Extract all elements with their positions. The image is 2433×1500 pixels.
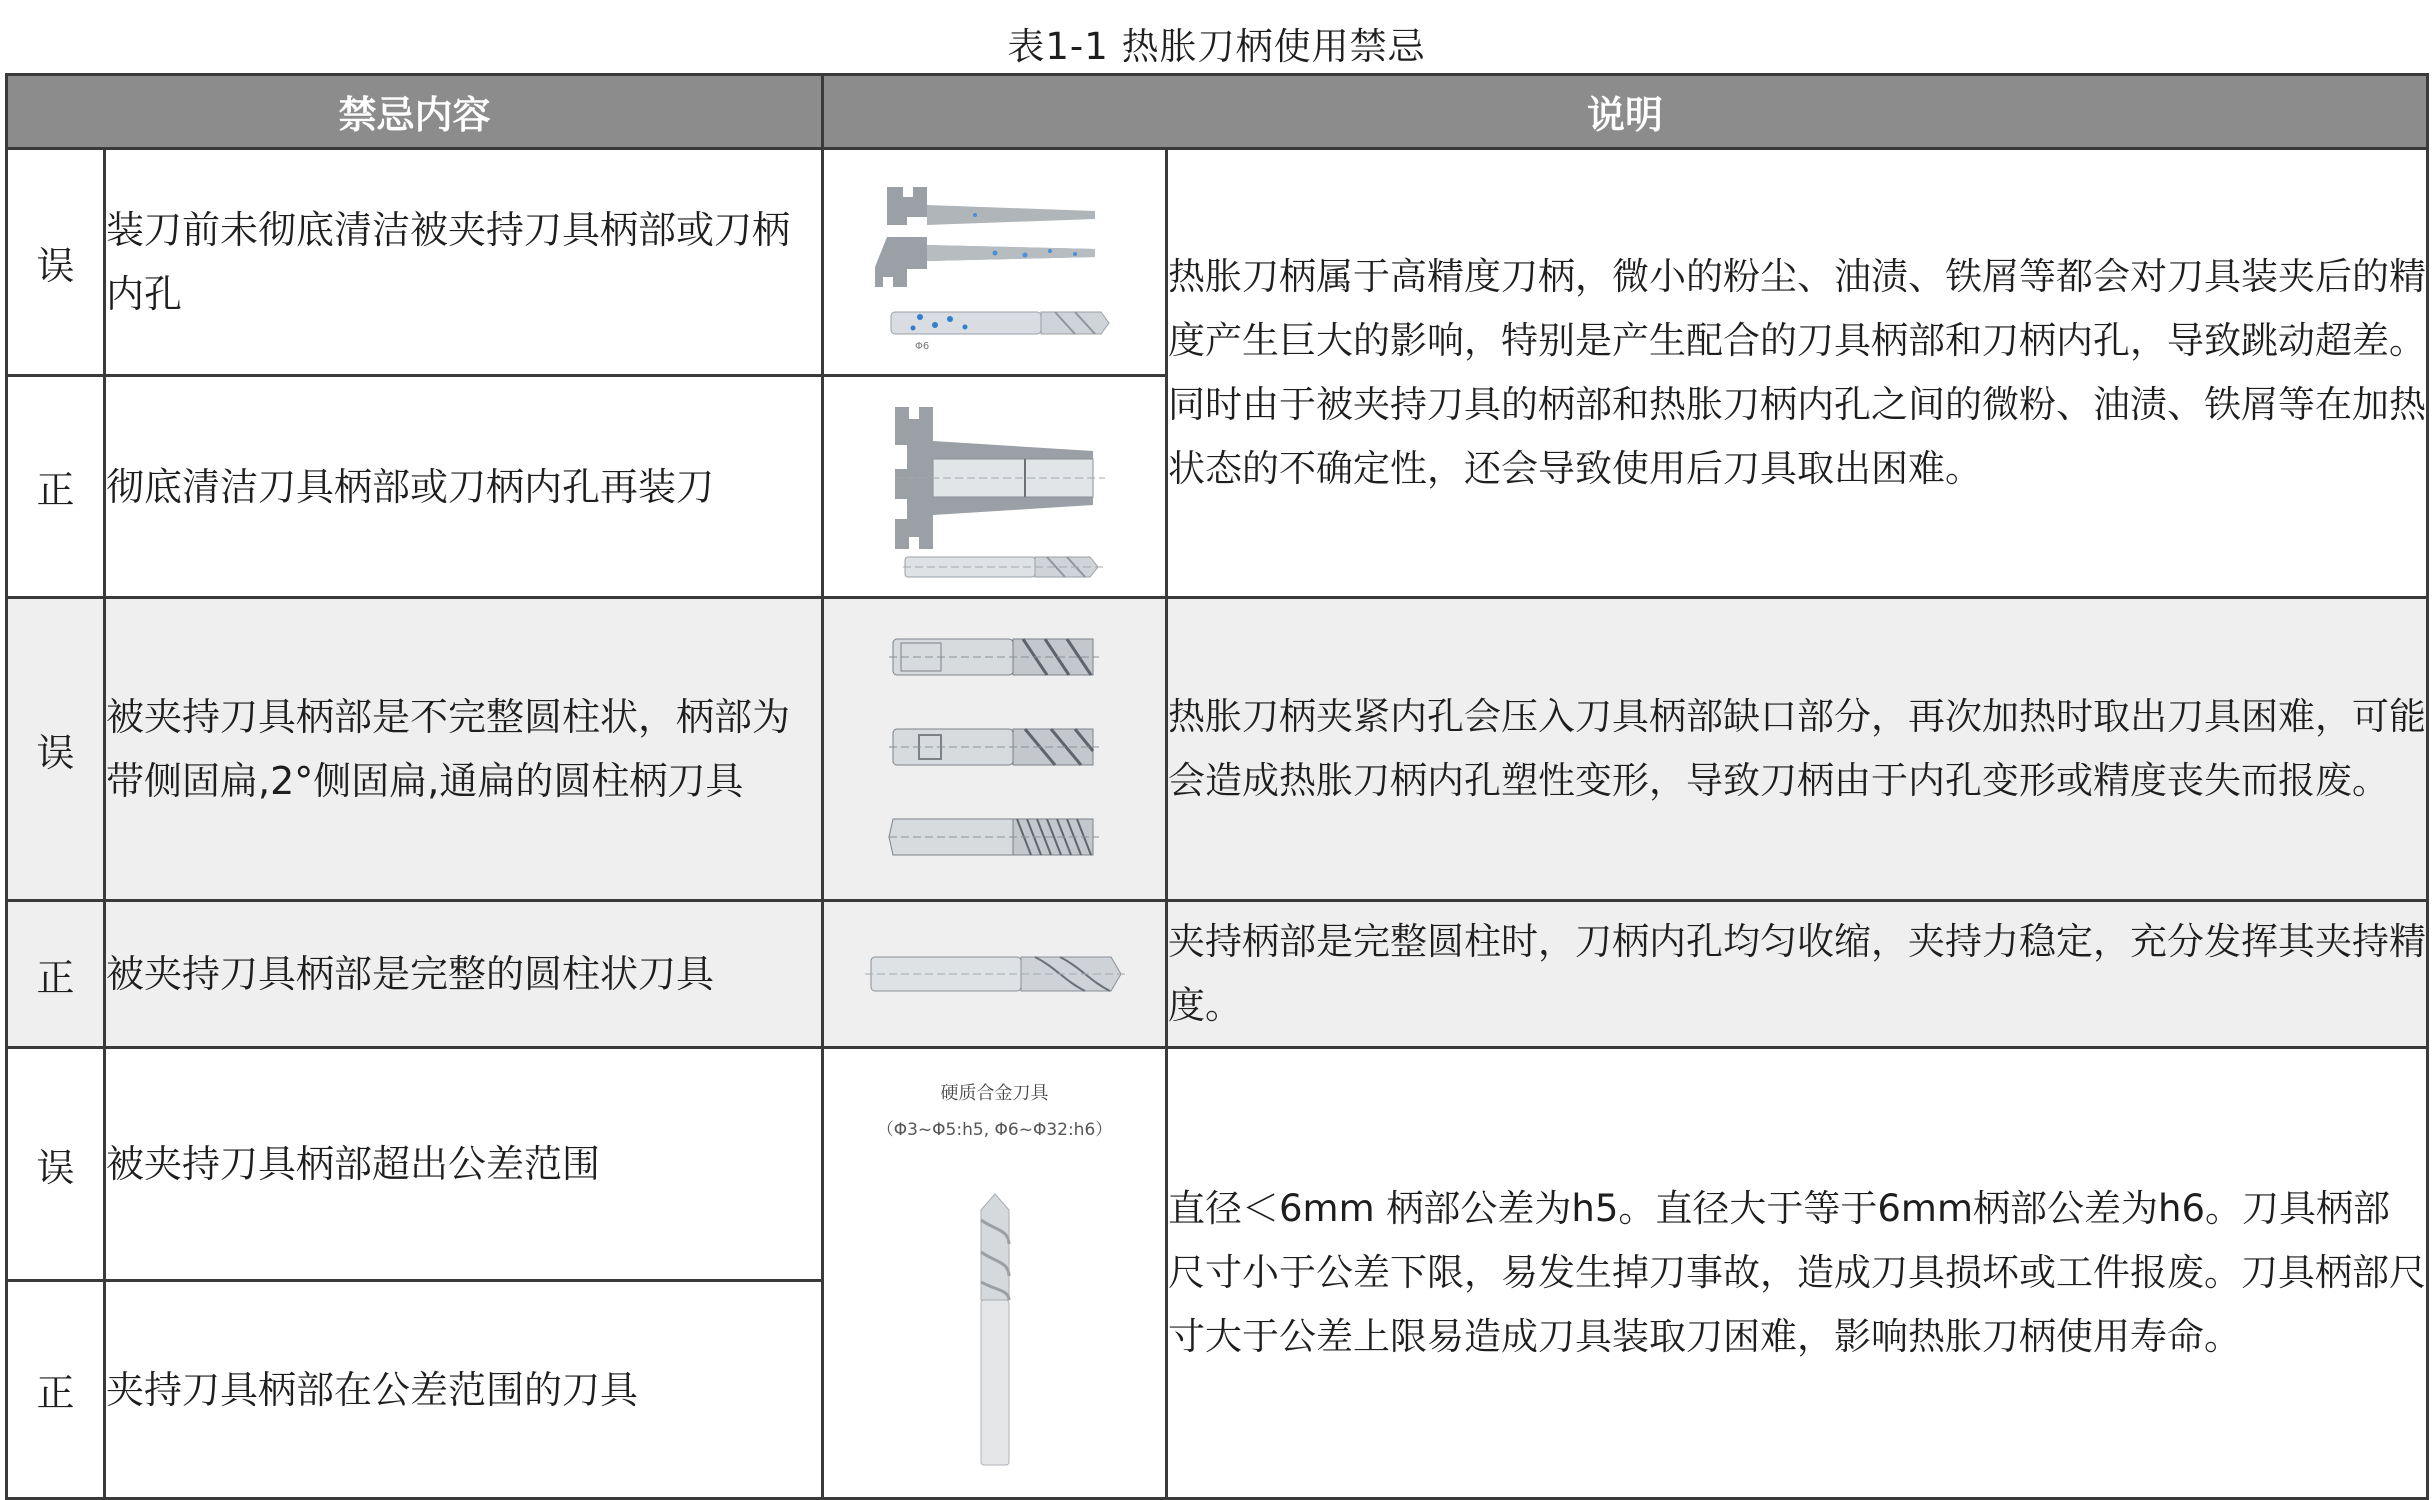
svg-text:Φ6: Φ6 xyxy=(914,341,929,352)
row-tag-correct: 正 xyxy=(7,1281,105,1499)
explanation-cleanliness: 热胀刀柄属于高精度刀柄，微小的粉尘、油渍、铁屑等都会对刀具装夹后的精度产生巨大的影响，特别是产生配合的刀具柄部和刀柄内孔，导致跳动超差。同时由于被夹持刀具的柄部和热胀刀柄内孔之间的微粉、油渍、铁屑等在加热状态的不确定性，还会导致使用后刀具取出困难。 xyxy=(1167,149,2428,598)
explanation-full-shank: 夹持柄部是完整圆柱时，刀柄内孔均匀收缩，夹持力稳定，充分发挥其夹持精度。 xyxy=(1167,901,2428,1048)
explanation-flatted-shank: 热胀刀柄夹紧内孔会压入刀具柄部缺口部分，再次加热时取出刀具困难，可能会造成热胀刀柄内孔塑性变形，导致刀柄由于内孔变形或精度丧失而报废。 xyxy=(1167,598,2428,901)
row-tag-wrong: 误 xyxy=(7,1048,105,1281)
table-caption: 表1-1 热胀刀柄使用禁忌 xyxy=(1007,25,1426,68)
table-row xyxy=(7,1048,2428,1281)
clean-shank-bore-diagram xyxy=(823,376,1167,598)
carbide-tool-figure xyxy=(823,1048,1167,1499)
row-item-text: 彻底清洁刀具柄部或刀柄内孔再装刀 xyxy=(105,376,823,598)
row-item-text: 被夹持刀具柄部是完整的圆柱状刀具 xyxy=(105,901,823,1048)
row-tag-wrong: 误 xyxy=(7,598,105,901)
row-item-text: 夹持刀具柄部在公差范围的刀具 xyxy=(105,1281,823,1499)
header-taboo-content: 禁忌内容 xyxy=(7,75,823,149)
explanation-tolerance: 直径＜6mm 柄部公差为h5。直径大于等于6mm柄部公差为h6。刀具柄部尺寸小于公差下限，易发生掉刀事故，造成刀具损坏或工件报废。刀具柄部尺寸大于公差上限易造成刀具装取刀困难，影响热胀刀柄使用寿命。 xyxy=(1167,1048,2428,1499)
table-row xyxy=(7,598,2428,901)
table-row xyxy=(7,149,2428,376)
row-item-text: 装刀前未彻底清洁被夹持刀具柄部或刀柄内孔 xyxy=(105,149,823,376)
table-row xyxy=(7,901,2428,1048)
carbide-figure-title: 硬质合金刀具 xyxy=(940,1083,1049,1104)
carbide-figure-note: （Φ3~Φ5:h5, Φ6~Φ32:h6） xyxy=(876,1120,1113,1140)
carbide-drill-icon xyxy=(955,1190,1035,1470)
table-header-row xyxy=(7,75,2428,149)
dirty-shank-bore-diagram xyxy=(823,149,1167,376)
taboo-table xyxy=(5,73,2429,1500)
full-cylindrical-shank-tool xyxy=(823,901,1167,1048)
row-tag-wrong: 误 xyxy=(7,149,105,376)
row-tag-correct: 正 xyxy=(7,376,105,598)
row-tag-correct: 正 xyxy=(7,901,105,1048)
flatted-shank-tools-diagram xyxy=(823,598,1167,901)
row-item-text: 被夹持刀具柄部是不完整圆柱状，柄部为带侧固扁,2°侧固扁,通扁的圆柱柄刀具 xyxy=(105,598,823,901)
row-item-text: 被夹持刀具柄部超出公差范围 xyxy=(105,1048,823,1281)
header-explanation: 说明 xyxy=(823,75,2428,149)
